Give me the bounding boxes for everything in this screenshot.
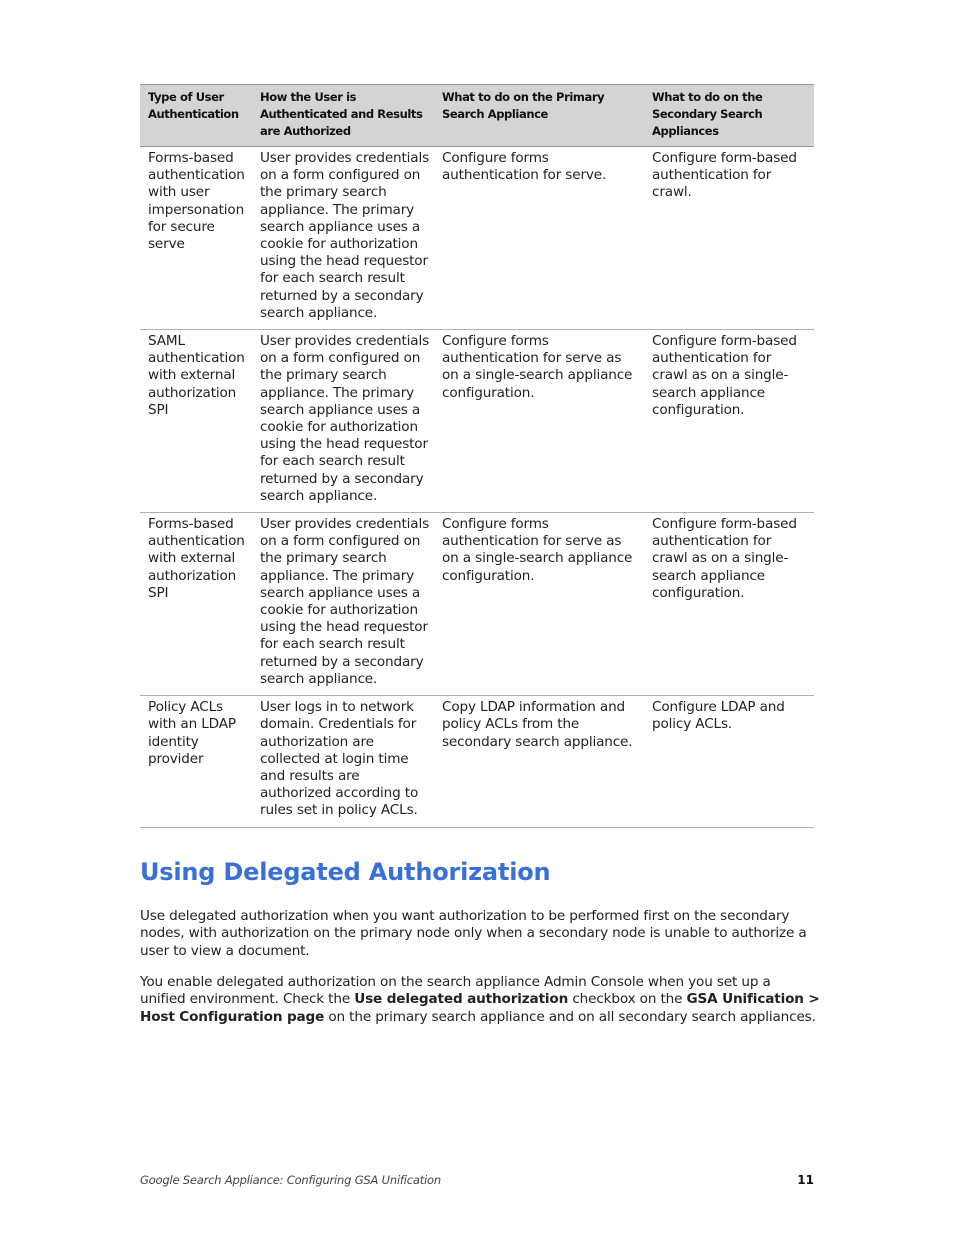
table-cell: Configure forms authentication for serve as on a single-search appliance configuration.: [434, 513, 644, 696]
table-cell: Policy ACLs with an LDAP identity provider: [140, 696, 252, 827]
section-heading: Using Delegated Authorization: [140, 858, 551, 886]
table-cell: User logs in to network domain. Credentials for authorization are collected at login time and results are authorized according to rules set in policy ACLs.: [252, 696, 434, 827]
table-cell: Forms-based authentication with user impersonation for secure serve: [140, 147, 252, 330]
table-cell: Configure forms authentication for serve.: [434, 147, 644, 330]
table-cell: Forms-based authentication with external authorization SPI: [140, 513, 252, 696]
table-row: [140, 513, 814, 696]
table-row: [140, 147, 814, 330]
paragraph-instructions: [140, 974, 820, 1026]
authentication-table: [140, 84, 814, 828]
ui-reference-page: GSA Unification > Host Configuration page: [140, 991, 820, 1025]
table-cell: SAML authentication with external authorization SPI: [140, 330, 252, 513]
table-cell: Configure form-based authentication for crawl.: [644, 147, 814, 330]
table-cell: Copy LDAP information and policy ACLs from the secondary search appliance.: [434, 696, 644, 827]
table-cell: User provides credentials on a form configured on the primary search appliance. The primary search appliance uses a cookie for authorization using the head requestor for each search result returned by a secondary search appliance.: [252, 147, 434, 330]
table-cell: Configure form-based authentication for crawl as on a single-search appliance configuration.: [644, 513, 814, 696]
table-cell: Configure LDAP and policy ACLs.: [644, 696, 814, 827]
table-header-row: [140, 85, 814, 147]
table-cell: User provides credentials on a form configured on the primary search appliance. The primary search appliance uses a cookie for authorization using the head requestor for each search result returned by a secondary search appliance.: [252, 330, 434, 513]
header-how-authorized: How the User is Authenticated and Results are Authorized: [252, 85, 434, 147]
paragraph-text: You enable delegated authorization on the search appliance Admin Console when you set up a unified environment. Check the: [140, 974, 771, 1008]
footer-document-title: Google Search Appliance: Configuring GSA Unification: [140, 1173, 441, 1187]
table-row: [140, 696, 814, 827]
table-cell: User provides credentials on a form configured on the primary search appliance. The primary search appliance uses a cookie for authorization using the head requestor for each search result returned by a secondary search appliance.: [252, 513, 434, 696]
header-primary-appliance: What to do on the Primary Search Appliance: [434, 85, 644, 147]
paragraph-text: on the primary search appliance and on all secondary search appliances.: [324, 1008, 816, 1025]
footer-page-number: 11: [797, 1173, 814, 1187]
table-row: [140, 330, 814, 513]
table-cell: Configure form-based authentication for crawl as on a single-search appliance configuration.: [644, 330, 814, 513]
paragraph-text: checkbox on the: [568, 991, 687, 1008]
paragraph-intro: Use delegated authorization when you want authorization to be performed first on the secondary nodes, with authorization on the primary node only when a secondary node is unable to authorize a user to view a document.: [140, 908, 807, 959]
ui-reference-checkbox: Use delegated authorization: [354, 991, 569, 1008]
header-auth-type: Type of User Authentication: [140, 85, 252, 147]
table-cell: Configure forms authentication for serve as on a single-search appliance configuration.: [434, 330, 644, 513]
header-secondary-appliances: What to do on the Secondary Search Appliances: [644, 85, 814, 147]
